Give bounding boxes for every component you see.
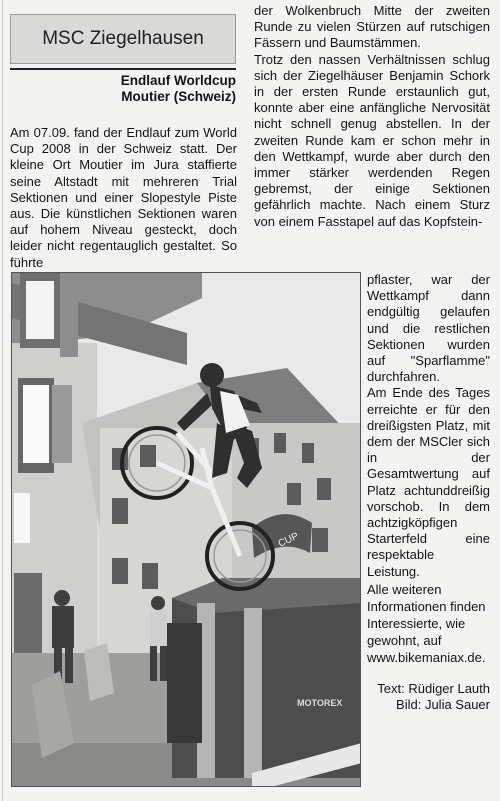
article-right-column-top <box>254 3 490 230</box>
article-paragraph-4: Alle weiteren Informationen finden Interessierte, wie gewohnt, auf www.bikemaniax.de. <box>367 582 486 665</box>
header-rule <box>10 68 236 70</box>
article-paragraph-2-continued: pflaster, war der Wettkampf dann endgültig gelaufen und die restlichen Sektionen wurden auf "Sparflamme" durchfahren. <box>367 272 490 385</box>
article-photo <box>11 272 361 787</box>
article-paragraph-1-continued: der Wolkenbruch Mitte der zweiten Runde zu vielen Stürzen auf rutschigen Fässern und Baumstämmen. <box>254 3 490 51</box>
credits <box>367 681 490 713</box>
article-headline <box>10 73 236 105</box>
credit-photo: Bild: Julia Sauer <box>396 697 490 712</box>
article-paragraph-2: Trotz den nassen Verhältnissen schlug sich der Ziegelhäuser Benjamin Schork in der ersten Runde erstaunlich gut, konnte aber eine anfängliche Nervosität nicht schnell genug abstellen. In der zweiten Runde kam er schon mehr in den Wettkampf, wurde aber durch den immer stärker werdenden Regen gebremst, der einige Sektionen gefährlich machte. Nach einem Sturz von einem Fasstapel auf das Kopfstein- <box>254 51 490 229</box>
headline-line-2: Moutier (Schweiz) <box>121 89 236 104</box>
article-right-column-narrow <box>367 272 490 580</box>
photo-crate-brand: MOTOREX <box>297 698 343 708</box>
photo-trial-rider-illustration <box>12 273 361 787</box>
page-edge <box>2 0 3 801</box>
headline-line-1: Endlauf Worldcup <box>120 73 236 88</box>
section-title: MSC Ziegelhausen <box>42 28 204 49</box>
credit-text: Text: Rüdiger Lauth <box>377 681 490 696</box>
article-paragraph-3: Am Ende des Tages erreichte er für den dreißigsten Platz, mit dem der MSCler sich in der Gesamtwertung auf Platz achtunddreißig vorschob. In dem achtzigköpfigen Starterfeld eine respektable Leistung. <box>367 385 490 579</box>
section-header <box>10 14 236 64</box>
photo-banner-text: CUP <box>276 530 301 550</box>
article-paragraph-1: Am 07.09. fand der Endlauf zum World Cup 2008 in der Schweiz statt. Der kleine Ort Moutier im Jura staffierte seine Altstadt mit mehreren Trial Sektionen und einer Slopestyle Piste aus. Die künstlichen Sektionen waren auf hohem Niveau gesteckt, doch leider nicht regentauglich gestaltet. So führte <box>10 125 237 270</box>
